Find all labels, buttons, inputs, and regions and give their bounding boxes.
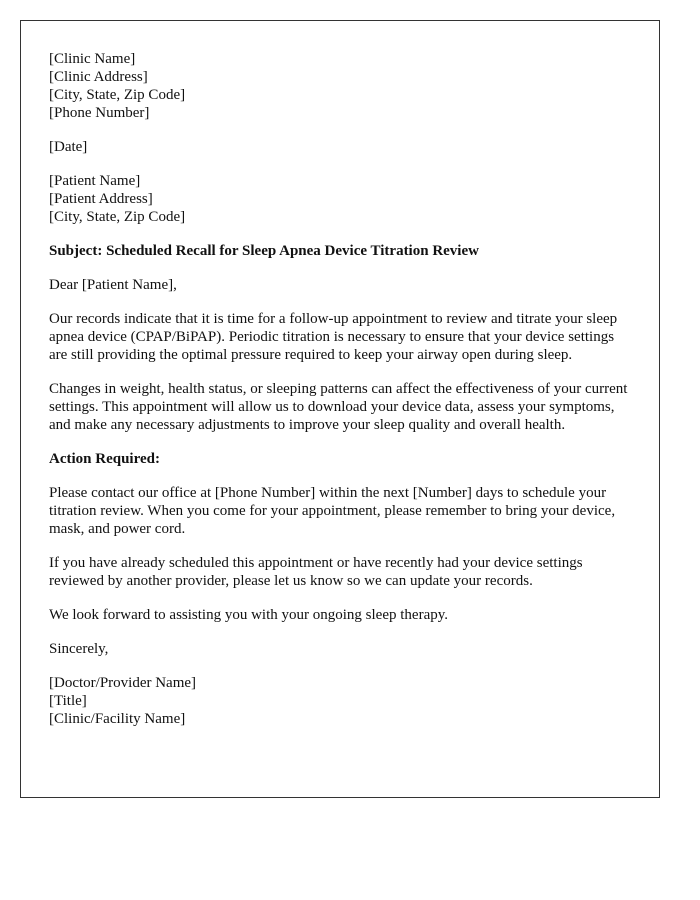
body-paragraph-3: Please contact our office at [Phone Number] within the next [Number] days to schedule your titration review. When you come for your appointment, please remember to bring your device, mask, and power cord. [49, 485, 616, 537]
subject-line: Subject: Scheduled Recall for Sleep Apnea Device Titration Review [49, 243, 479, 259]
closing: Sincerely, [49, 641, 109, 657]
signature-block [49, 674, 631, 728]
body-paragraph-5: We look forward to assisting you with your ongoing sleep therapy. [49, 607, 449, 623]
recipient-address-block [49, 172, 631, 226]
body-paragraph-1: Our records indicate that it is time for a follow-up appointment to review and titrate your sleep apnea device (CPAP/BiPAP). Periodic titration is necessary to ensure that your device settings are still providing the optimal pressure required to keep your airway open during sleep. [49, 311, 618, 363]
sender-city-state-zip: [City, State, Zip Code] [49, 87, 186, 103]
sender-phone: [Phone Number] [49, 105, 150, 121]
letter-page [20, 20, 660, 798]
signature-facility: [Clinic/Facility Name] [49, 711, 186, 727]
action-required-heading: Action Required: [49, 451, 160, 467]
body-paragraph-4: If you have already scheduled this appointment or have recently had your device settings reviewed by another provider, please let us know so we can update your records. [49, 555, 583, 589]
recipient-name: [Patient Name] [49, 173, 141, 189]
sender-clinic-address: [Clinic Address] [49, 69, 148, 85]
salutation: Dear [Patient Name], [49, 277, 177, 293]
sender-address-block [49, 50, 631, 122]
recipient-address: [Patient Address] [49, 191, 153, 207]
letter-date: [Date] [49, 139, 88, 155]
body-paragraph-2: Changes in weight, health status, or sleeping patterns can affect the effectiveness of your current settings. This appointment will allow us to download your device data, assess your symptoms, and make any necessary adjustments to improve your sleep quality and overall health. [49, 381, 628, 433]
recipient-city-state-zip: [City, State, Zip Code] [49, 209, 186, 225]
signature-provider-name: [Doctor/Provider Name] [49, 675, 197, 691]
date-block [49, 138, 631, 156]
sender-clinic-name: [Clinic Name] [49, 51, 136, 67]
signature-title: [Title] [49, 693, 87, 709]
